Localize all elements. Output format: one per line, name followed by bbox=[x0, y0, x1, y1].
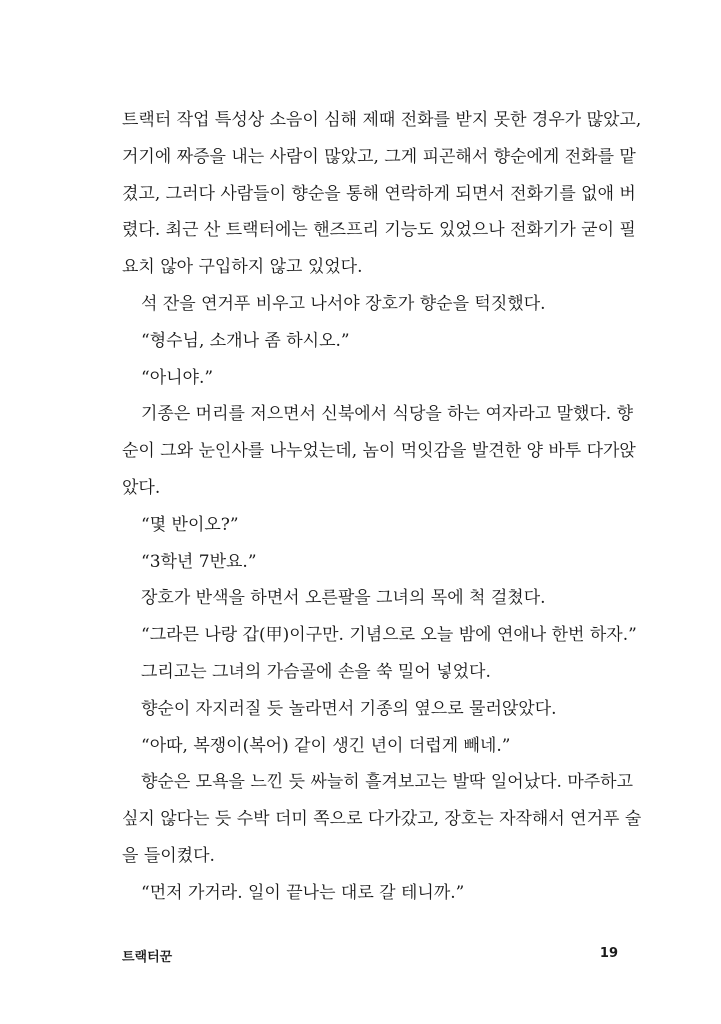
footer-book-title: 트랙터꾼 bbox=[122, 950, 173, 965]
dialogue-line: “먼저 가거라. 일이 끝나는 대로 갈 테니까.” bbox=[141, 882, 465, 903]
dialogue-line: “3학년 7반요.” bbox=[141, 551, 257, 572]
text-line: 겼고, 그러다 사람들이 향순을 통해 연락하게 되면서 전화기를 없애 버 bbox=[122, 183, 636, 204]
text-line: 기종은 머리를 저으면서 신북에서 식당을 하는 여자라고 말했다. 향 bbox=[141, 404, 634, 425]
text-line: 트랙터 작업 특성상 소음이 심해 제때 전화를 받지 못한 경우가 많았고, bbox=[122, 110, 642, 130]
dialogue-line: “아따, 복쟁이(복어) 같이 생긴 년이 더럽게 빼네.” bbox=[141, 735, 511, 756]
text-line: 향순은 모욕을 느낀 듯 싸늘히 흘겨보고는 발딱 일어났다. 마주하고 bbox=[141, 772, 634, 793]
body-text bbox=[122, 102, 642, 912]
dialogue-line: “몇 반이오?” bbox=[141, 514, 239, 535]
dialogue-line: “형수님, 소개나 좀 하시오.” bbox=[141, 330, 350, 351]
text-line: 싶지 않다는 듯 수박 더미 쪽으로 다가갔고, 장호는 자작해서 연거푸 술 bbox=[122, 809, 642, 830]
text-line: 았다. bbox=[122, 477, 161, 498]
text-line: 을 들이켰다. bbox=[122, 845, 215, 866]
text-line: 장호가 반색을 하면서 오른팔을 그녀의 목에 척 걸쳤다. bbox=[141, 588, 546, 609]
page-number: 19 bbox=[599, 946, 618, 961]
text-line: 렸다. 최근 산 트랙터에는 핸즈프리 기능도 있었으나 전화기가 굳이 필 bbox=[122, 220, 636, 241]
text-line: 거기에 짜증을 내는 사람이 많았고, 그게 피곤해서 향순에게 전화를 맡 bbox=[122, 146, 636, 167]
text-line: 순이 그와 눈인사를 나누었는데, 놈이 먹잇감을 발견한 양 바투 다가앉 bbox=[122, 441, 636, 462]
text-line: 석 잔을 연거푸 비우고 나서야 장호가 향순을 턱짓했다. bbox=[141, 293, 546, 314]
dialogue-line: “아니야.” bbox=[141, 367, 214, 388]
text-line: 요치 않아 구입하지 않고 있었다. bbox=[122, 257, 363, 278]
text-line: 그리고는 그녀의 가슴골에 손을 쑥 밀어 넣었다. bbox=[141, 661, 491, 682]
text-line: 향순이 자지러질 듯 놀라면서 기종의 옆으로 물러앉았다. bbox=[141, 698, 557, 719]
dialogue-line: “그라믄 나랑 갑(甲)이구만. 기념으로 오늘 밤에 연애나 한번 하자.” bbox=[141, 625, 637, 646]
